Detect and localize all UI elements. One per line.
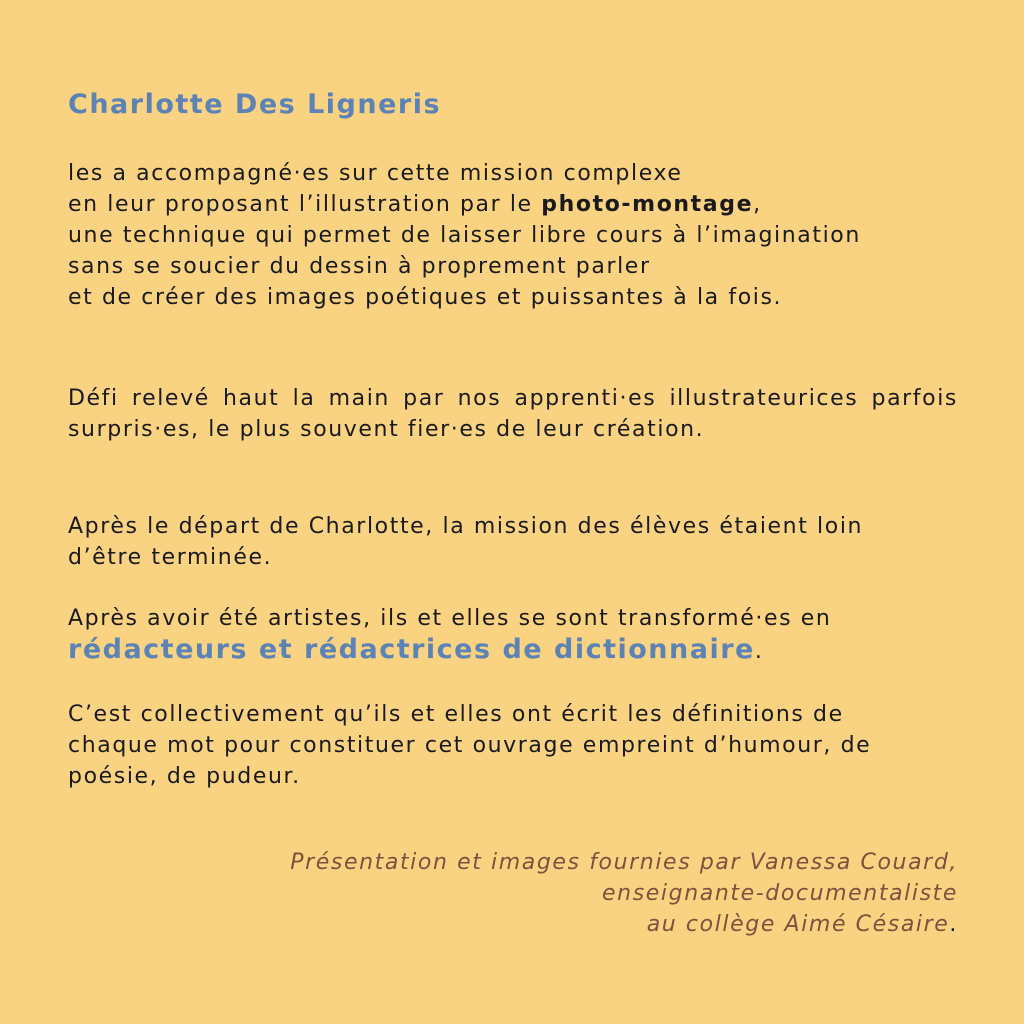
paragraph-intro-line-2: [68, 189, 958, 220]
dictionary-writers-highlight: rédacteurs et rédactrices de dictionnaire: [68, 634, 755, 665]
credits-period: .: [949, 912, 958, 937]
paragraph-transformation-line-1: Après avoir été artistes, ils et elles se sont transformé·es en: [68, 606, 832, 631]
credits-line-2: enseignante-documentaliste: [602, 881, 958, 906]
paragraph-transformation: [68, 603, 958, 667]
photo-montage-emphasis: photo-montage: [541, 192, 754, 217]
paragraph-departure: [68, 511, 958, 573]
credits-line-3: [290, 909, 958, 940]
paragraph-collective-line-3: poésie, de pudeur.: [68, 764, 301, 789]
highlight-period: .: [754, 639, 764, 664]
line2-text-before: en leur proposant l’illustration par le: [68, 192, 542, 217]
paragraph-transformation-line-2: [68, 634, 958, 667]
paragraph-intro-line-5: et de créer des images poétiques et puissantes à la fois.: [68, 285, 783, 310]
paragraph-challenge-line-1: Défi relevé haut la main par nos apprenti·es illustrateurices: [68, 386, 859, 411]
paragraph-departure-line-1: Après le départ de Charlotte, la mission des élèves étaient loin: [68, 514, 864, 539]
paragraph-collective-line-1: C’est collectivement qu’ils et elles ont écrit les définitions de: [68, 702, 844, 727]
paragraph-intro-line-1: les a accompagné·es sur cette mission complexe: [68, 161, 683, 186]
credits-line-1: Présentation et images fournies par Vanessa Couard,: [290, 850, 958, 875]
paragraph-departure-line-2: d’être terminée.: [68, 545, 273, 570]
page-title: Charlotte Des Ligneris: [68, 89, 442, 120]
line2-text-after: ,: [753, 192, 762, 217]
paragraph-collective: [68, 699, 958, 792]
paragraph-intro-line-3: une technique qui permet de laisser libre cours à l’imagination: [68, 223, 861, 248]
paragraph-challenge: [68, 383, 958, 445]
paragraph-collective-line-2: chaque mot pour constituer cet ouvrage empreint d’humour, de: [68, 733, 872, 758]
paragraph-challenge-line-2: parfois surpris·es, le plus souvent fier·es de leur création.: [68, 386, 958, 442]
credits-signature: [290, 847, 958, 940]
main-content: [68, 86, 958, 858]
paragraph-intro: [68, 158, 958, 313]
credits-school: au collège Aimé Césaire: [646, 912, 950, 937]
paragraph-intro-line-4: sans se soucier du dessin à proprement parler: [68, 254, 651, 279]
